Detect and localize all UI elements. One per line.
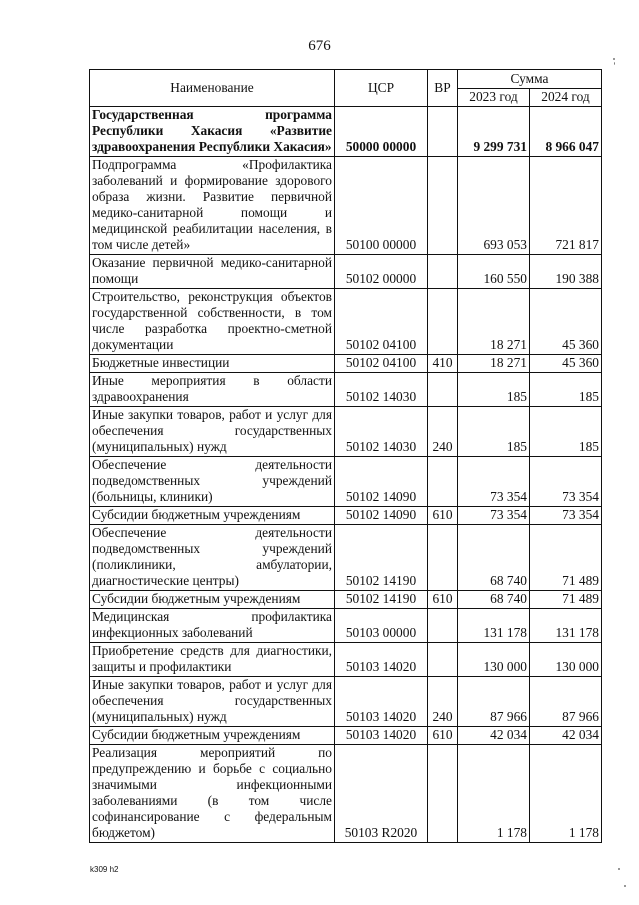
- row-vr: 610: [428, 507, 458, 525]
- row-vr: 610: [428, 727, 458, 745]
- row-sum-2023: 9 299 731: [458, 107, 530, 157]
- row-sum-2024: 45 360: [530, 289, 602, 355]
- row-csr: 50103 14020: [335, 727, 428, 745]
- header-sum: Сумма: [458, 70, 602, 89]
- row-sum-2023: 130 000: [458, 643, 530, 677]
- row-sum-2023: 68 740: [458, 591, 530, 609]
- row-sum-2024: 8 966 047: [530, 107, 602, 157]
- row-name: Иные закупки товаров, работ и услуг для обеспечения государственных (муниципальных) нужд: [90, 677, 335, 727]
- table-row: [90, 407, 602, 457]
- row-csr: 50102 14030: [335, 407, 428, 457]
- row-vr: [428, 157, 458, 255]
- row-sum-2023: 131 178: [458, 609, 530, 643]
- row-csr: 50102 14190: [335, 525, 428, 591]
- table-row: [90, 107, 602, 157]
- table-row: [90, 591, 602, 609]
- table-row: [90, 643, 602, 677]
- row-name: Строительство, реконструкция объектов государственной собственности, в том числе разработка проектно-сметной документации: [90, 289, 335, 355]
- row-sum-2023: 693 053: [458, 157, 530, 255]
- header-csr: ЦСР: [335, 70, 428, 107]
- row-sum-2024: 130 000: [530, 643, 602, 677]
- table-row: [90, 525, 602, 591]
- row-sum-2023: 42 034: [458, 727, 530, 745]
- row-sum-2023: 185: [458, 373, 530, 407]
- row-sum-2024: 721 817: [530, 157, 602, 255]
- row-vr: 240: [428, 407, 458, 457]
- row-vr: [428, 457, 458, 507]
- row-name: Обеспечение деятельности подведомственных учреждений (больницы, клиники): [90, 457, 335, 507]
- row-sum-2023: 1 178: [458, 745, 530, 843]
- row-name: Иные мероприятия в области здравоохранения: [90, 373, 335, 407]
- row-sum-2024: 190 388: [530, 255, 602, 289]
- row-name: Обеспечение деятельности подведомственных учреждений (поликлиники, амбулатории, диагностические центры): [90, 525, 335, 591]
- row-sum-2023: 68 740: [458, 525, 530, 591]
- scan-speck: [613, 58, 615, 60]
- row-csr: 50102 14190: [335, 591, 428, 609]
- row-vr: [428, 609, 458, 643]
- row-sum-2024: 73 354: [530, 507, 602, 525]
- row-name: Государственная программа Республики Хакасия «Развитие здравоохранения Республики Хакасия»: [90, 107, 335, 157]
- row-vr: [428, 289, 458, 355]
- row-vr: [428, 745, 458, 843]
- row-sum-2024: 71 489: [530, 591, 602, 609]
- footer-code: k309 h2: [90, 865, 119, 874]
- row-name: Реализация мероприятий по предупреждению и борьбе с социально значимыми инфекционными заболеваниями (в том числе софинансирование с федеральным бюджетом): [90, 745, 335, 843]
- row-vr: [428, 373, 458, 407]
- row-sum-2023: 185: [458, 407, 530, 457]
- row-sum-2024: 71 489: [530, 525, 602, 591]
- header-year-2023: 2023 год: [458, 89, 530, 107]
- row-name: Медицинская профилактика инфекционных заболеваний: [90, 609, 335, 643]
- table-body: [90, 107, 602, 843]
- row-sum-2024: 131 178: [530, 609, 602, 643]
- row-sum-2024: 185: [530, 407, 602, 457]
- row-vr: [428, 107, 458, 157]
- row-csr: 50103 14020: [335, 677, 428, 727]
- row-name: Бюджетные инвестиции: [90, 355, 335, 373]
- row-sum-2023: 73 354: [458, 507, 530, 525]
- row-name: Субсидии бюджетным учреждениям: [90, 591, 335, 609]
- row-sum-2024: 185: [530, 373, 602, 407]
- row-name: Оказание первичной медико-санитарной помощи: [90, 255, 335, 289]
- row-csr: 50100 00000: [335, 157, 428, 255]
- row-vr: 240: [428, 677, 458, 727]
- row-sum-2023: 160 550: [458, 255, 530, 289]
- row-name: Приобретение средств для диагностики, защиты и профилактики: [90, 643, 335, 677]
- row-csr: 50102 14090: [335, 457, 428, 507]
- row-csr: 50102 00000: [335, 255, 428, 289]
- table-row: [90, 255, 602, 289]
- row-csr: 50102 04100: [335, 289, 428, 355]
- page-number: 676: [308, 38, 331, 54]
- budget-table: [89, 69, 602, 843]
- table-row: [90, 507, 602, 525]
- row-name: Иные закупки товаров, работ и услуг для обеспечения государственных (муниципальных) нужд: [90, 407, 335, 457]
- row-vr: [428, 255, 458, 289]
- table-row: [90, 727, 602, 745]
- row-csr: 50102 04100: [335, 355, 428, 373]
- scan-speck: [618, 868, 620, 870]
- header-year-2024: 2024 год: [530, 89, 602, 107]
- row-sum-2023: 87 966: [458, 677, 530, 727]
- table-row: [90, 609, 602, 643]
- row-sum-2024: 45 360: [530, 355, 602, 373]
- row-csr: 50000 00000: [335, 107, 428, 157]
- row-vr: 410: [428, 355, 458, 373]
- row-name: Субсидии бюджетным учреждениям: [90, 727, 335, 745]
- row-csr: 50102 14090: [335, 507, 428, 525]
- row-vr: 610: [428, 591, 458, 609]
- row-sum-2023: 18 271: [458, 289, 530, 355]
- row-name: Субсидии бюджетным учреждениям: [90, 507, 335, 525]
- row-sum-2023: 18 271: [458, 355, 530, 373]
- row-sum-2024: 87 966: [530, 677, 602, 727]
- header-name: Наименование: [90, 70, 335, 107]
- row-sum-2024: 42 034: [530, 727, 602, 745]
- row-sum-2024: 1 178: [530, 745, 602, 843]
- row-csr: 50103 R2020: [335, 745, 428, 843]
- row-vr: [428, 525, 458, 591]
- row-csr: 50102 14030: [335, 373, 428, 407]
- header-vr: ВР: [428, 70, 458, 107]
- table-row: [90, 355, 602, 373]
- table-row: [90, 457, 602, 507]
- row-vr: [428, 643, 458, 677]
- table-row: [90, 289, 602, 355]
- scan-speck: [624, 885, 626, 887]
- row-csr: 50103 14020: [335, 643, 428, 677]
- table-row: [90, 745, 602, 843]
- table-row: [90, 157, 602, 255]
- scan-speck: [614, 62, 615, 65]
- row-sum-2023: 73 354: [458, 457, 530, 507]
- table-row: [90, 677, 602, 727]
- row-name: Подпрограмма «Профилактика заболеваний и формирование здорового образа жизни. Развитие первичной медико-санитарной помощи и медицинской реабилитации населения, в том числе детей»: [90, 157, 335, 255]
- table-row: [90, 373, 602, 407]
- row-sum-2024: 73 354: [530, 457, 602, 507]
- row-csr: 50103 00000: [335, 609, 428, 643]
